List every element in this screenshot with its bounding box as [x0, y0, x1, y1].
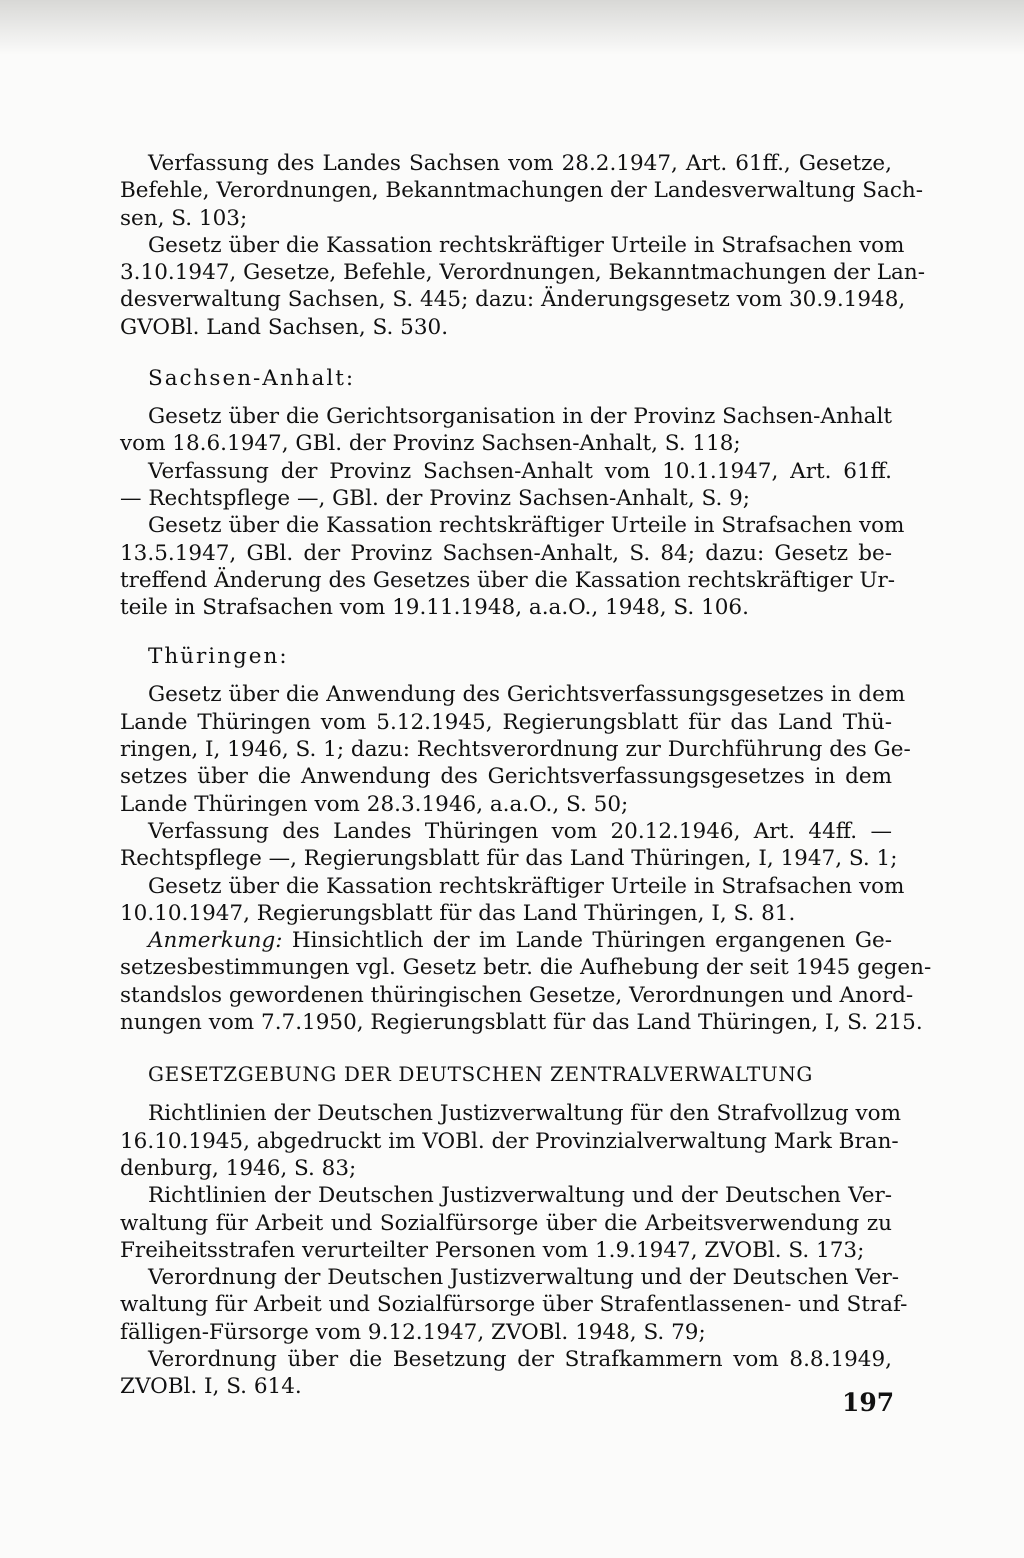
entry-thueringen-gvg: Gesetz über die Anwendung des Gerichtsverfassungsgesetzes in dem Lande Thüringen vom 5.12.1945, Regierungsblatt für das Land Thü- ringen, I, 1946, S. 1; dazu: Rechtsverordnung zur Durchführung des Ge- setzes über die Anwendung des Gerichtsverfassungsgesetzes in dem Lande Thüringen vom 28.3.1946, a.a.O., S. 50; [120, 682, 911, 817]
entry-zentral-arbeitsverwendung: Richtlinien der Deutschen Justizverwaltung und der Deutschen Ver- waltung für Arbeit und Sozialfürsorge über die Arbeitsverwendung zu Freiheitsstrafen verurteilter Personen vom 1.9.1947, ZVOBl. S. 173; [120, 1183, 892, 1263]
heading-zentralverwaltung: GESETZGEBUNG DER DEUTSCHEN ZENTRALVERWALTUNG [148, 1062, 813, 1087]
section-sachsen [120, 150, 925, 341]
entry-zentral-strafkammern: Verordnung über die Besetzung der Strafkammern vom 8.8.1949, ZVOBl. I, S. 614. [120, 1346, 892, 1400]
entry-thueringen-kassation: Gesetz über die Kassation rechtskräftiger Urteile in Strafsachen vom 10.10.1947, Regierungsblatt für das Land Thüringen, I, S. 81. [120, 873, 905, 926]
section-thueringen [120, 643, 932, 1036]
entry-sachsen-anhalt-kassation: Gesetz über die Kassation rechtskräftiger Urteile in Strafsachen vom 13.5.1947, GBl. der Provinz Sachsen-Anhalt, S. 84; dazu: Gesetz be- treffend Änderung des Gesetzes über die Kassation rechtskräftiger Ur- teile in Strafsachen vom 19.11.1948, a.a.O., 1948, S. 106. [120, 513, 905, 621]
entry-sachsen-kassation: Gesetz über die Kassation rechtskräftiger Urteile in Strafsachen vom 3.10.1947, Gesetze, Befehle, Verordnungen, Bekanntmachungen der Lan- desverwaltung Sachsen, S. 445; dazu: Änderungsgesetz vom 30.9.1948, GVOBl. Land Sachsen, S. 530. [120, 232, 925, 340]
entry-zentral-strafvollzug: Richtlinien der Deutschen Justizverwaltung für den Strafvollzug vom 16.10.1945, abgedruckt im VOBl. der Provinzialverwaltung Mark Bran- denburg, 1946, S. 83; [120, 1101, 901, 1181]
heading-thueringen: Thüringen: [148, 644, 289, 670]
note-thueringen: Anmerkung: Hinsichtlich der im Lande Thüringen ergangenen Ge- setzesbestimmungen vgl. Gesetz betr. die Aufhebung der seit 1945 gegen- standslos gewordenen thüringischen Gesetze, Verordnungen und Anord- nungen vom 7.7.1950, Regierungsblatt für das Land Thüringen, I, S. 215. [120, 928, 932, 1036]
page-content [120, 150, 932, 1401]
section-zentralverwaltung [120, 1060, 908, 1400]
scan-shadow [0, 0, 1024, 55]
note-text: Hinsichtlich der im Lande Thüringen ergangenen Ge- [282, 928, 892, 954]
section-sachsen-anhalt [120, 365, 905, 621]
heading-sachsen-anhalt: Sachsen-Anhalt: [148, 366, 356, 392]
entry-sachsen-anhalt-gerichtsorganisation: Gesetz über die Gerichtsorganisation in der Provinz Sachsen-Anhalt vom 18.6.1947, GBl. der Provinz Sachsen-Anhalt, S. 118; [120, 404, 892, 457]
entry-zentral-fuersorge: Verordnung der Deutschen Justizverwaltung und der Deutschen Ver- waltung für Arbeit und Sozialfürsorge über Strafentlassenen- und Straf- fälligen-Fürsorge vom 9.12.1947, ZVOBl. 1948, S. 79; [120, 1265, 908, 1345]
page-number: 197 [842, 1388, 895, 1417]
entry-sachsen-anhalt-verfassung: Verfassung der Provinz Sachsen-Anhalt vom 10.1.1947, Art. 61ff. — Rechtspflege —, GBl. der Provinz Sachsen-Anhalt, S. 9; [120, 458, 892, 511]
entry-sachsen-verfassung: Verfassung des Landes Sachsen vom 28.2.1947, Art. 61ff., Gesetze, Befehle, Verordnungen, Bekanntmachungen der Landesverwaltung Sach- sen, S. 103; [120, 151, 923, 231]
entry-thueringen-verfassung: Verfassung des Landes Thüringen vom 20.12.1946, Art. 44ff. — Rechtspflege —, Regierungsblatt für das Land Thüringen, I, 1947, S. 1; [120, 818, 898, 872]
note-label: Anmerkung: [148, 928, 283, 954]
